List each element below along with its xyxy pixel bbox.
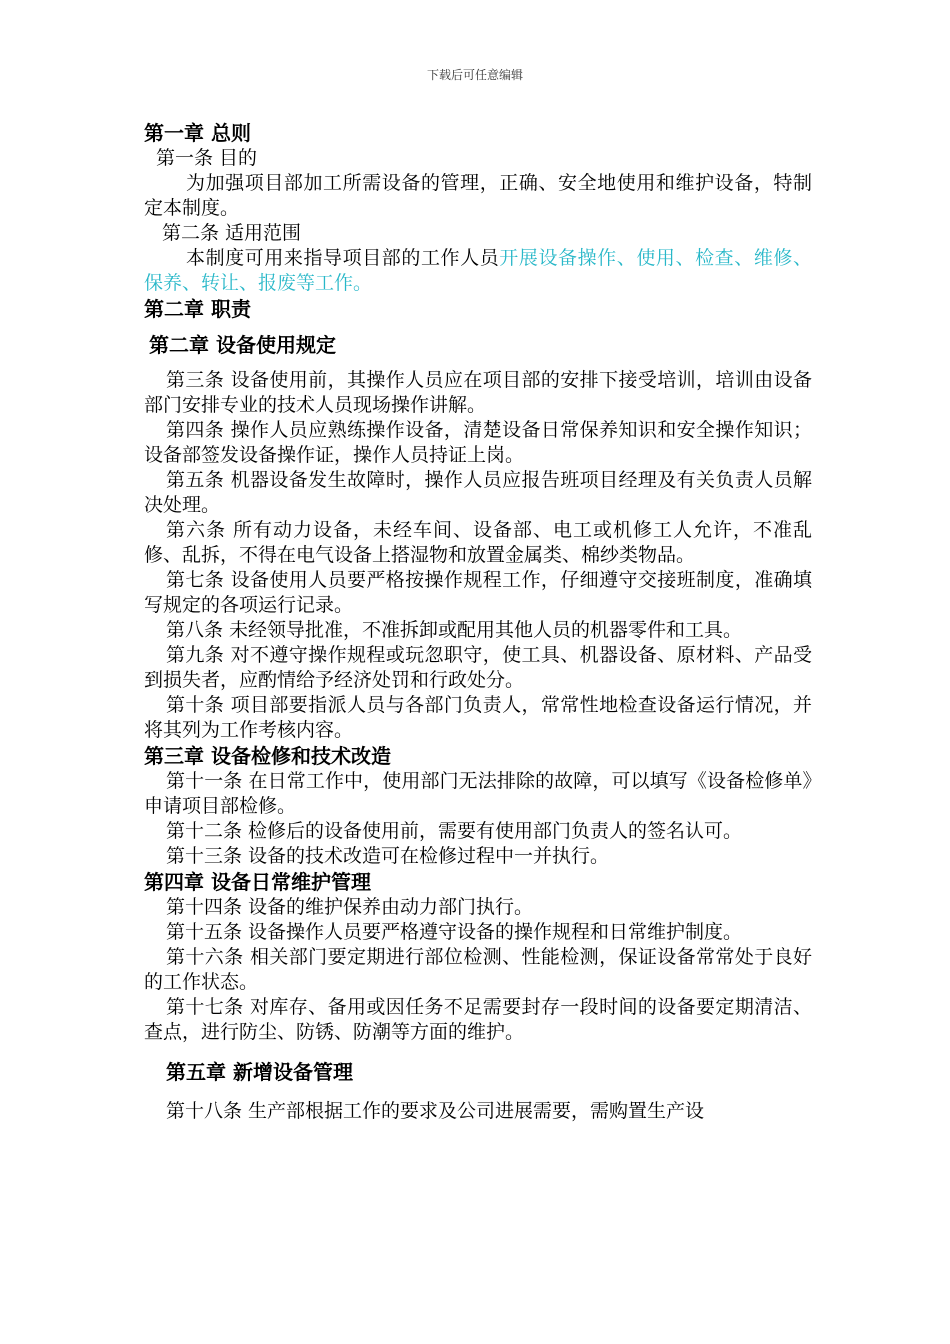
article-1-text: 为加强项目部加工所需设备的管理，正确、安全地使用和维护设备，特制定本制度。 — [144, 172, 812, 219]
chapter-4-heading: 第四章 设备日常维护管理 — [144, 870, 371, 894]
article-item: 第六条 所有动力设备，未经车间、设备部、电工或机修工人允许，不准乱修、乱拆，不得在电气设备上搭湿物和放置金属类、棉纱类物品。 — [144, 519, 812, 566]
chapter-2-usage-heading: 第二章 设备使用规定 — [149, 333, 336, 357]
chapter-3-heading: 第三章 设备检修和技术改造 — [144, 744, 391, 768]
article-item: 第七条 设备使用人员要严格按操作规程工作，仔细遵守交接班制度，准确填写规定的各项运行记录。 — [144, 569, 812, 616]
article-item: 第八条 未经领导批准，不准拆卸或配用其他人员的机器零件和工具。 — [166, 619, 743, 641]
chapter-3-articles — [144, 769, 812, 869]
article-item: 第十一条 在日常工作中，使用部门无法排除的故障，可以填写《设备检修单》申请项目部检修。 — [144, 770, 812, 817]
article-item: 第十八条 生产部根据工作的要求及公司进展需要，需购置生产设 — [166, 1100, 705, 1122]
article-2-title: 第二条 适用范围 — [162, 222, 302, 244]
article-item: 第十六条 相关部门要定期进行部位检测、性能检测，保证设备常常处于良好的工作状态。 — [144, 946, 812, 993]
article-item: 第十二条 检修后的设备使用前，需要有使用部门负责人的签名认可。 — [166, 820, 743, 842]
article-2-text — [144, 246, 812, 296]
article-1-title: 第一条 目的 — [156, 147, 258, 169]
chapter-1-heading: 第一章 总则 — [144, 121, 251, 145]
article-item: 第四条 操作人员应熟练操作设备，清楚设备日常保养知识和安全操作知识；设备部签发设备操作证，操作人员持证上岗。 — [144, 419, 812, 466]
page-header: 下载后可任意编辑 — [426, 68, 523, 82]
article-item: 第十三条 设备的技术改造可在检修过程中一并执行。 — [166, 845, 610, 867]
article-item: 第九条 对不遵守操作规程或玩忽职守，使工具、机器设备、原材料、产品受到损失者，应酌情给予经济处罚和行政处分。 — [144, 644, 812, 691]
article-2-text-highlight: 开展设备操作、使用、检查、维修、保养、转让、报废等工作。 — [144, 247, 812, 294]
chapter-4-articles — [144, 895, 812, 1045]
chapter-5-articles — [144, 1099, 812, 1124]
article-item: 第三条 设备使用前，其操作人员应在项目部的安排下接受培训，培训由设备部门安排专业的技术人员现场操作讲解。 — [144, 369, 812, 416]
article-item: 第十条 项目部要指派人员与各部门负责人，常常性地检查设备运行情况，并将其列为工作考核内容。 — [144, 694, 812, 741]
chapter-5-heading: 第五章 新增设备管理 — [166, 1060, 353, 1084]
article-item: 第十四条 设备的维护保养由动力部门执行。 — [166, 896, 534, 918]
article-item: 第十七条 对库存、备用或因任务不足需要封存一段时间的设备要定期清洁、查点，进行防尘、防锈、防潮等方面的维护。 — [144, 996, 812, 1043]
chapter-2-articles — [144, 368, 812, 743]
chapter-2-duties-heading: 第二章 职责 — [144, 297, 251, 321]
document-body — [144, 120, 812, 1124]
article-2-text-plain: 本制度可用来指导项目部的工作人员 — [186, 247, 500, 269]
article-item: 第五条 机器设备发生故障时，操作人员应报告班项目经理及有关负责人员解决处理。 — [144, 469, 812, 516]
article-item: 第十五条 设备操作人员要严格遵守设备的操作规程和日常维护制度。 — [166, 921, 743, 943]
